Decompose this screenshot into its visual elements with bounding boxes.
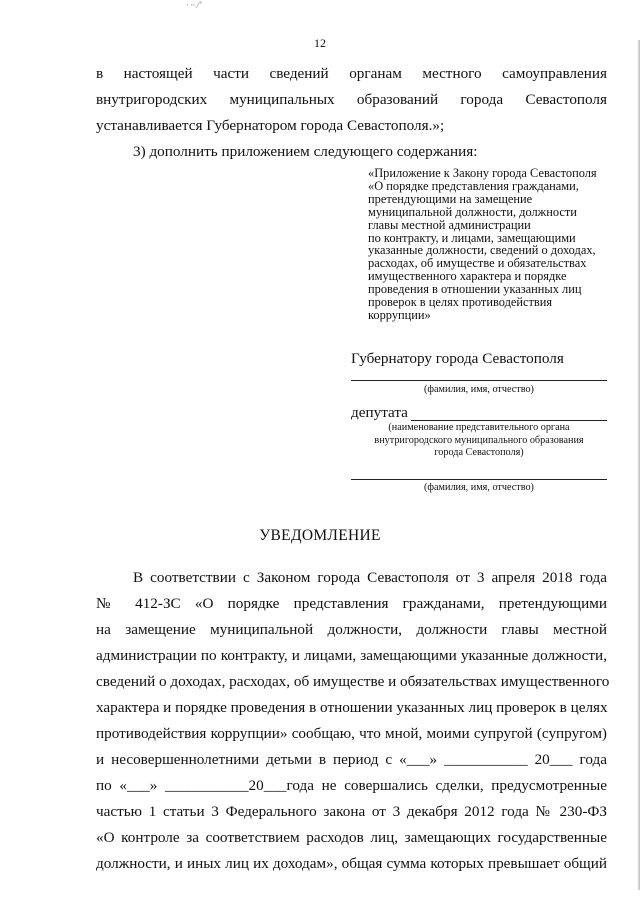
notice-line: администрации по контракту, и лицами, замещающими указанные должности, [96, 647, 607, 664]
notice-line: характера и порядке проведения в отношении указанных лиц проверок в целях [96, 699, 608, 716]
body-caption-line: внутригородского муниципального образования [374, 434, 584, 446]
fio-line-2 [351, 479, 607, 480]
intro-line: внутригородских муниципальных образований города Севастополя [96, 91, 607, 108]
notice-line: должности, и иных лиц их доходам», общая сумма которых превышает общий [96, 855, 607, 872]
item-3: 3) дополнить приложением следующего содержания: [133, 143, 478, 160]
body-caption-line: (наименование представительного органа [388, 422, 570, 433]
notice-line: частью 1 статьи 3 Федерального закона от 3 декабря 2012 года № 230-ФЗ [96, 803, 607, 820]
body-caption-line: города Севастополя) [434, 447, 524, 458]
appendix-line: главы местной администрации [368, 217, 531, 232]
scan-mark: · ·· ⁄ʼ [186, 0, 202, 10]
deputy-line [411, 420, 607, 421]
appendix-line: коррупции» [368, 307, 431, 322]
appendix-heading [368, 167, 618, 322]
notice-line: № 412-ЗС «О порядке представления гражданами, претендующими [96, 595, 607, 612]
notice-line: В соответствии с Законом города Севастополя от 3 апреля 2018 года [133, 569, 607, 586]
notice-line: на замещение муниципальной должности, должности главы местной [96, 621, 607, 638]
appendix-line: «О порядке представления гражданами, [368, 178, 579, 193]
appendix-line: расходах, об имуществе и обязательствах [368, 256, 587, 271]
intro-line: устанавливается Губернатором города Севастополя.»; [96, 117, 445, 134]
appendix-line: проведения в отношении указанных лиц [368, 282, 582, 297]
fio-line [351, 380, 607, 381]
notice-line: и несовершеннолетними детьми в период с «___» ___________ 20___ года [96, 751, 607, 768]
appendix-line: проверок в целях противодействия [368, 295, 553, 310]
appendix-line: претендующими на замещение [368, 191, 533, 206]
deputy-label: депутата [351, 404, 408, 421]
appendix-line: имущественного характера и порядке [368, 269, 567, 284]
appendix-line: по контракту, и лицами, замещающими [368, 230, 576, 245]
notice-paragraph [96, 565, 610, 877]
intro-line: в настоящей части сведений органам местного самоуправления [96, 65, 607, 82]
notice-title: УВЕДОМЛЕНИЕ [259, 527, 381, 544]
notice-line: противодействия коррупции» сообщаю, что мной, моими супругой (супругом) [96, 725, 607, 742]
appendix-line: «Приложение к Закону города Севастополя [368, 166, 597, 180]
addressee: Губернатору города Севастополя [351, 350, 564, 367]
notice-line: «О контроле за соответствием расходов лиц, замещающих государственные [96, 829, 607, 846]
notice-line: сведений о доходах, расходах, об имуществе и обязательствах имущественного [96, 673, 610, 690]
body-caption [351, 422, 607, 460]
appendix-line: указанные должности, сведений о доходах, [368, 243, 596, 258]
fio-caption-2: (фамилия, имя, отчество) [424, 482, 534, 493]
notice-line: по «___» ___________20___года не совершались сделки, предусмотренные [96, 777, 607, 794]
page-number: 12 [314, 36, 326, 50]
fio-caption: (фамилия, имя, отчество) [424, 384, 534, 395]
appendix-line: муниципальной должности, должности [368, 204, 577, 219]
intro-paragraph [96, 61, 607, 165]
